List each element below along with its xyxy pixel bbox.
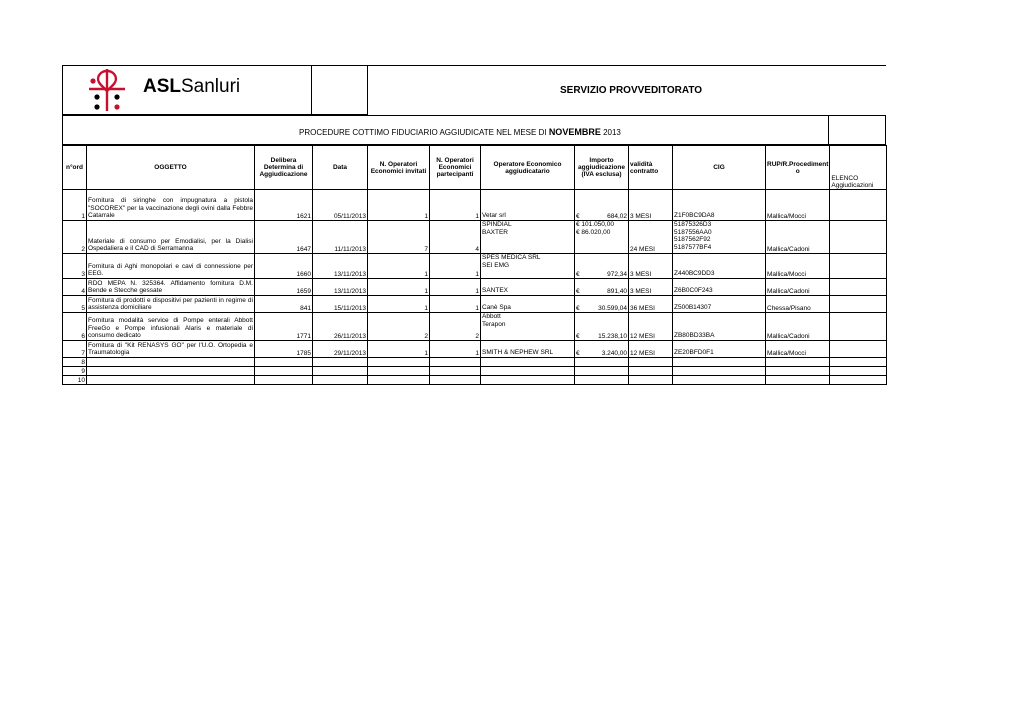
row-partecipanti (430, 367, 481, 376)
row-elenco (830, 296, 887, 313)
service-title: SERVIZIO PROVVEDITORATO (560, 85, 703, 96)
row-importo (575, 376, 629, 385)
row-rup: Mallica/Mocci (766, 254, 830, 279)
col-validita: validità contratto (629, 146, 673, 190)
row-delibera: 841 (255, 296, 313, 313)
row-operatore: Abbott Terapon (481, 313, 575, 341)
procedure-last-cell (828, 115, 885, 145)
row-operatore (481, 367, 575, 376)
row-number: 4 (63, 279, 87, 296)
row-importo (575, 279, 629, 296)
row-delibera (255, 376, 313, 385)
row-data: 11/11/2013 (313, 221, 368, 254)
row-rup: Mallica/Cadoni (766, 221, 830, 254)
row-invitati: 1 (368, 296, 430, 313)
row-validita: 24 MESI (629, 221, 673, 254)
row-data: 05/11/2013 (313, 190, 368, 221)
row-number: 3 (63, 254, 87, 279)
row-data: 15/11/2013 (313, 296, 368, 313)
row-operatore: Vetar srl (481, 190, 575, 221)
row-validita: 36 MESI (629, 296, 673, 313)
row-data: 13/11/2013 (313, 279, 368, 296)
row-operatore: Canè Spa (481, 296, 575, 313)
row-elenco (830, 254, 887, 279)
row-data: 29/11/2013 (313, 341, 368, 358)
row-oggetto: Fornitura di Aghi monopolari e cavi di connessione per EEG. (87, 254, 255, 279)
euro-sign: € (576, 271, 580, 278)
table-row (63, 341, 887, 358)
col-cig: CIG (673, 146, 766, 190)
row-oggetto: RDO MEPA N. 325364. Affidamento fornitura D.M. Bende e Stecche gessate (88, 279, 253, 295)
col-rup: RUP/R.Procediment o (766, 146, 830, 190)
row-delibera: 1660 (255, 254, 313, 279)
row-invitati (368, 367, 430, 376)
row-cig: ZE20BFD0F1 (673, 341, 766, 358)
row-importo (575, 358, 629, 367)
row-oggetto: Fornitura modalità service di Pompe enterali Abbott FreeGo e Pompe infusionali Alaris e materiale di consumo dedicato (87, 313, 255, 341)
row-elenco (830, 341, 887, 358)
row-rup (766, 367, 830, 376)
importo-value: 15.238,10 (598, 333, 627, 340)
table-row (63, 296, 887, 313)
table-row (63, 376, 887, 385)
row-validita: 3 MESI (629, 279, 673, 296)
row-operatore (481, 358, 575, 367)
row-data: 13/11/2013 (313, 254, 368, 279)
col-elenco: ELENCO Aggiudicazioni (830, 146, 887, 190)
col-nord: n°ord (63, 146, 87, 190)
row-validita: 3 MESI (629, 190, 673, 221)
row-cig (673, 367, 766, 376)
row-delibera: 1647 (255, 221, 313, 254)
row-data (313, 358, 368, 367)
row-partecipanti: 2 (430, 313, 481, 341)
row-oggetto (87, 358, 255, 367)
row-partecipanti: 1 (430, 190, 481, 221)
row-oggetto (87, 376, 255, 385)
title-cell (368, 65, 886, 115)
row-delibera: 1771 (255, 313, 313, 341)
procedure-title: PROCEDURE COTTIMO FIDUCIARIO AGGIUDICATE NEL MESE DI NOVEMBRE 2013 (299, 127, 621, 137)
row-data: 26/11/2013 (313, 313, 368, 341)
row-cig: Z440BC9DD3 (673, 254, 766, 279)
euro-sign: € (576, 333, 580, 340)
row-oggetto: Fornitura di siringhe con impugnatura a pistola "SOCOREX" per la vaccinazione degli ovini dalla Febbre Catarrale (87, 190, 255, 221)
row-operatore (481, 376, 575, 385)
col-operatore: Operatore Economico aggiudicatario (481, 146, 575, 190)
row-importo (575, 367, 629, 376)
row-invitati: 2 (368, 313, 430, 341)
row-rup: Mallica/Mocci (766, 190, 830, 221)
logo-text: ASLSanluri (143, 76, 241, 97)
procurement-table (62, 145, 887, 385)
row-validita (629, 358, 673, 367)
blank-cell (312, 65, 368, 115)
table-row (63, 313, 887, 341)
euro-sign: € (576, 288, 580, 295)
row-cig: 51875326D3 5187556AA0 5187562F92 5187577BF4 (673, 221, 766, 254)
row-rup: Mallica/Cadoni (766, 279, 830, 296)
importo-value: 972,34 (607, 271, 627, 278)
row-rup: Mallica/Cadoni (766, 313, 830, 341)
row-oggetto (87, 367, 255, 376)
col-invitati: N. Operatori Economici invitati (368, 146, 430, 190)
row-importo (575, 296, 629, 313)
row-partecipanti: 1 (430, 341, 481, 358)
procedure-banner (62, 115, 886, 145)
row-oggetto: Fornitura di prodotti e dispositivi per pazienti in regime di assistenza domiciliare (88, 296, 253, 312)
row-number: 9 (63, 367, 87, 376)
row-delibera: 1785 (255, 341, 313, 358)
row-importo (575, 313, 629, 341)
row-data (313, 367, 368, 376)
asl-logo-icon (85, 67, 133, 113)
table-row (63, 279, 887, 296)
row-invitati: 1 (368, 341, 430, 358)
row-invitati: 1 (368, 254, 430, 279)
row-operatore: SANTEX (481, 279, 575, 296)
row-validita: 12 MESI (629, 341, 673, 358)
row-oggetto: Materiale di consumo per Emodialisi, per la Dialisi Ospedaliera e il CAD di Serramanna (87, 221, 255, 254)
table-row (63, 254, 887, 279)
col-delibera: Delibera Determina di Aggiudicazione (255, 146, 313, 190)
row-partecipanti: 1 (430, 296, 481, 313)
row-number: 2 (63, 221, 87, 254)
row-elenco (830, 221, 887, 254)
table-header-row (63, 146, 887, 190)
row-rup (766, 358, 830, 367)
row-cig (673, 376, 766, 385)
row-delibera (255, 367, 313, 376)
row-oggetto: Fornitura di "Kit RENASYS GO" per l'U.O. Ortopedia e Traumatologia (88, 341, 253, 357)
row-invitati: 1 (368, 190, 430, 221)
row-number: 10 (63, 376, 87, 385)
importo-value: 3.240,00 (601, 350, 627, 357)
row-validita: 3 MESI (629, 254, 673, 279)
col-partecipanti: N. Operatori Economici partecipanti (430, 146, 481, 190)
euro-sign: € (576, 350, 580, 357)
row-partecipanti (430, 358, 481, 367)
row-delibera: 1659 (255, 279, 313, 296)
header (62, 65, 886, 115)
row-invitati: 7 (368, 221, 430, 254)
row-elenco (830, 190, 887, 221)
col-data: Data (313, 146, 368, 190)
row-cig (673, 358, 766, 367)
row-validita: 12 MESI (629, 313, 673, 341)
row-invitati: 1 (368, 279, 430, 296)
row-delibera (255, 358, 313, 367)
table-row (63, 221, 887, 254)
row-elenco (830, 313, 887, 341)
row-importo: € 101.050,00 € 86.020,00 (575, 221, 629, 254)
row-importo (575, 254, 629, 279)
row-operatore: SMITH & NEPHEW SRL (481, 341, 575, 358)
col-oggetto: OGGETTO (87, 146, 255, 190)
row-elenco (830, 367, 887, 376)
row-invitati (368, 358, 430, 367)
row-elenco (830, 376, 887, 385)
row-rup (766, 376, 830, 385)
row-operatore: SPINDIAL BAXTER (481, 221, 575, 254)
row-partecipanti (430, 376, 481, 385)
table-row (63, 190, 887, 221)
table-row (63, 358, 887, 367)
row-cig: Z1F0BC9DA8 (673, 190, 766, 221)
row-rup: Chessa/Pisano (766, 296, 830, 313)
row-partecipanti: 1 (430, 279, 481, 296)
row-importo (575, 341, 629, 358)
row-importo (575, 190, 629, 221)
row-cig: Z500B14307 (673, 296, 766, 313)
logo-cell (62, 65, 312, 115)
table-row (63, 367, 887, 376)
importo-value: 30.599,04 (598, 305, 627, 312)
row-validita (629, 367, 673, 376)
row-delibera: 1621 (255, 190, 313, 221)
row-number: 8 (63, 358, 87, 367)
row-invitati (368, 376, 430, 385)
row-validita (629, 376, 673, 385)
row-cig: ZB80BD33BA (673, 313, 766, 341)
euro-sign: € (576, 305, 580, 312)
row-number: 6 (63, 313, 87, 341)
importo-value: 684,02 (607, 213, 627, 220)
col-importo: Importo aggiudicazione (IVA esclusa) (575, 146, 629, 190)
row-data (313, 376, 368, 385)
row-elenco (830, 279, 887, 296)
row-number: 1 (63, 190, 87, 221)
row-cig: Z6B0C0F243 (673, 279, 766, 296)
row-partecipanti: 1 (430, 254, 481, 279)
row-number: 5 (63, 296, 87, 313)
row-elenco (830, 358, 887, 367)
row-number: 7 (63, 341, 87, 358)
row-operatore: SPES MEDICA SRL SEI EMG (481, 254, 575, 279)
importo-value: 891,40 (607, 288, 627, 295)
euro-sign: € (576, 213, 580, 220)
row-rup: Mallica/Mocci (766, 341, 830, 358)
row-partecipanti: 4 (430, 221, 481, 254)
